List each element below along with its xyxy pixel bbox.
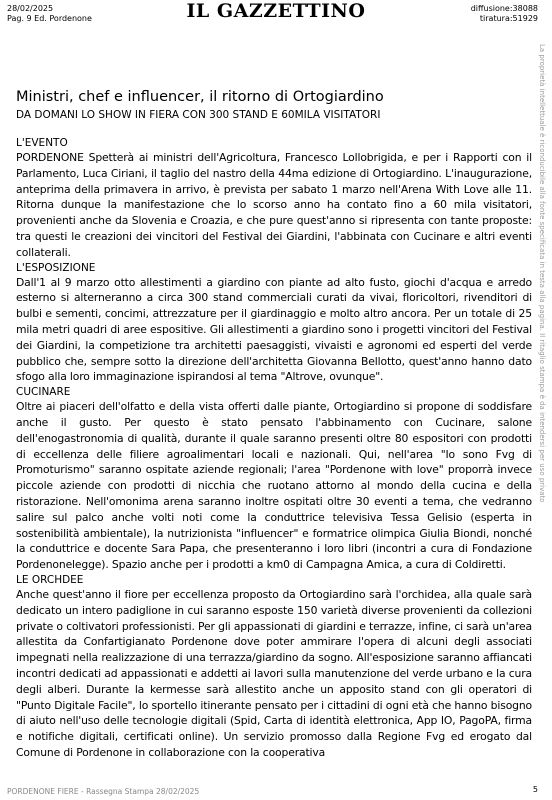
section-text-esposizione: Dall'1 al 9 marzo otto allestimenti a giardino con piante ad alto fusto, giochi d'acqua e arredo esterno si alterneranno a circa 300 stand commerciali curati da vivai, floricoltori, rivenditori di bulbi e sementi, concimi, attrezzature per il giardinaggio e molto altro ancora. Per un totale di 25 mila metri quadri di aree espositive. Gli allestimenti a giardino sono i progetti vincitori del Festival dei Giardini, la competizione tra architetti paesaggisti, vivaisti e agronomi ed esperti del verde pubblico che, sempre sotto la direzione dell'architetta Giovanna Bellotto, quest'anno hanno dato sfogo alla loro immaginazione ispirandosi al tema "Altrove, ovunque". (16, 275, 532, 384)
article (16, 88, 532, 761)
page-edition: Pag. 9 Ed. Pordenone (7, 14, 92, 23)
circulation-diffusione: diffusione:38088 (470, 4, 538, 13)
header-right (471, 4, 538, 24)
issue-date: 28/02/2025 (7, 4, 54, 13)
section-heading-evento: L'EVENTO (16, 137, 68, 149)
section-heading-esposizione: L'ESPOSIZIONE (16, 261, 96, 274)
page-number: 5 (532, 785, 538, 794)
section-text-evento: PORDENONE Spetterà ai ministri dell'Agricoltura, Francesco Lollobrigida, e per i Rapporti con il Parlamento, Luca Ciriani, il taglio del nastro della 44ma edizione di Ortogiardino. L'inaugurazione, anteprima della primavera in arrivo, è prevista per sabato 1 marzo nell'Arena With Love alle 11. Ritorna dunque la manifestazione che lo scorso anno ha contato fino a 60 mila visitatori, provenienti anche da Slovenia e Croazia, e che pure quest'anno si ripresenta con tante proposte: tra questi le creazioni dei vincitori del Festival dei Giardini, l'abbinata con Cucinare e altri eventi collaterali. (16, 151, 532, 259)
footer-source: PORDENONE FIERE - Rassegna Stampa 28/02/2025 (7, 787, 200, 796)
article-subtitle: DA DOMANI LO SHOW IN FIERA CON 300 STAND E 60MILA VISITATORI (16, 109, 381, 121)
section-text-cucinare: Oltre ai piaceri dell'olfatto e della vista offerti dalle piante, Ortogiardino si propone di soddisfare anche il gusto. Per questo è stato pensato l'abbinamento con Cucinare, salone dell'enogastronomia di qualità, durante il quale saranno presenti oltre 80 espositori con prodotti di eccellenza delle filiere agroalimentari locali e nazionali. Qui, nell'area "Io sono Fvg di Promoturismo" saranno ospitate aziende regionali; l'area "Pordenone with love" proporrà invece piccole aziende con prodotti di nicchia che ruotano attorno al mondo della cucina e della ristorazione. Nell'omonima arena saranno inoltre ospitati oltre 30 eventi a tema, che vedranno salire sul palco anche volti noti come la conduttrice televisiva Tessa Gelisio (esperta in sostenibilità ambientale), la nutrizionista "influencer" e formatrice olimpica Giulia Biondi, nonché la conduttrice e docente Sara Papa, che presenteranno i loro libri (incontri a cura di Fondazione Pordenonelegge). Spazio anche per i prodotti a km0 di Campagna Amica, a cura di Coldiretti. (16, 400, 532, 572)
newspaper-masthead: IL GAZZETTINO (186, 0, 366, 22)
section-heading-cucinare: CUCINARE (16, 386, 71, 399)
circulation-tiratura: tiratura:51929 (479, 14, 538, 23)
article-title: Ministri, chef e influencer, il ritorno di Ortogiardino (16, 89, 384, 105)
section-heading-orchidee: LE ORCHDEE (16, 573, 84, 586)
section-text-orchidee: Anche quest'anno il fiore per eccellenza proposto da Ortogiardino sarà l'orchidea, alla quale sarà dedicato un intero padiglione in cui saranno esposte 150 varietà diverse provenienti da collezioni private o coltivatori professionisti. Per gli appassionati di giardini e terrazze, infine, ci sarà un'area allestita da Confartigianato Pordenone dove poter ammirare l'opera di alcuni degli associati impegnati nella realizzazione di una terrazza/giardino da sogno. All'esposizione saranno affiancati incontri dedicati ad appassionati e addetti ai lavori sulla manutenzione del verde urbano e la cura degli alberi. Durante la kermesse sarà allestito anche un apposito stand con gli operatori di "Punto Digitale Facile", lo sportello itinerante pensato per i cittadini di ogni età che hanno bisogno di aiuto nell'uso delle tecnologie digitali (Spid, Carta di identità elettronica, App IO, PagoPA, firma e notifiche digitali, certificati online). Un servizio promosso dalla Regione Fvg ed erogato dal Comune di Pordenone in collaborazione con la cooperativa (16, 587, 532, 759)
copyright-side-notice: La proprietà intellettuale è riconducibile alla fonte specificata in testa alla pagina. Il ritaglio stampa è da intendersi per uso privato (538, 44, 546, 503)
